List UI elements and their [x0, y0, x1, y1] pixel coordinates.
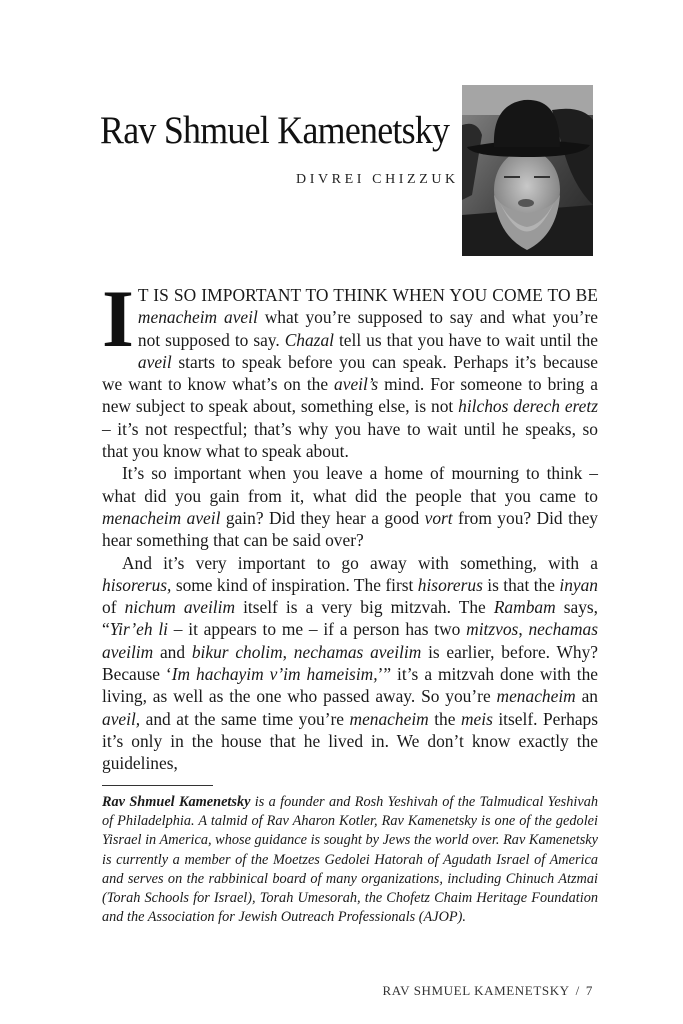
text-run: It’s so important when you leave a home of mourning to think – what did you gain from it, what did the people that you came to: [102, 463, 598, 506]
article-body: [102, 273, 599, 775]
article-title: Rav Shmuel Kamenetsky: [100, 109, 450, 152]
running-title: RAV SHMUEL KAMENETSKY: [382, 983, 570, 998]
text-run: and at the same time you’re: [140, 708, 350, 729]
hebrew-term: nechamas aveilim: [102, 619, 598, 662]
text-run: – it appears to me – if a person has two: [168, 619, 467, 640]
paragraph-3: [102, 552, 598, 775]
text-run: some kind of inspiration. The first: [171, 574, 418, 595]
text-run: starts to speak before you can speak. Perhaps it’s because we want to know what’s on the: [102, 351, 598, 395]
text-run: says, “: [102, 597, 598, 640]
opening-caps: T IS SO IMPORTANT TO THINK WHEN YOU COME TO BE: [137, 285, 598, 305]
text-run: itself. Perhaps it’s only in the house that he lived in. We don’t know exactly the guidelines,: [102, 708, 598, 774]
text-run: – it’s not respectful; that’s why you have to wait until he speaks, so that you know what to speak about.: [102, 418, 598, 462]
text-run: of: [102, 597, 125, 618]
footer-separator: /: [575, 983, 580, 998]
author-photo: [462, 85, 593, 256]
hebrew-term: bikur cholim: [191, 641, 283, 662]
footnote-text: is a founder and Rosh Yeshivah of the Talmudical Yeshivah of Philadelphia. A talmid of Rav Aharon Kotler, Rav Kamenetsky is one of the gedolei Yisrael in America, whose guidance is sought by Jews the world over. Rav Kamenetsky is currently a member of the Moetzes Gedolei Hatorah of Agudath Israel of America and serves on the rabbinical board of many organizations, including Chinuch Atzmai (Torah Schools for Israel), Torah Umesorah, the Chofetz Chaim Heritage Foundation and the Association for Jewish Outreach Professionals (AJOP).: [102, 794, 598, 926]
hebrew-term: Chazal: [284, 329, 334, 350]
text-run: an: [575, 686, 598, 707]
hebrew-term: aveil,: [102, 708, 141, 729]
paragraph-1: [102, 273, 599, 462]
hebrew-term: Im hachayim v’im hameisim,: [171, 664, 378, 685]
text-run: gain? Did they hear a good: [220, 507, 425, 528]
hebrew-term: aveil’s: [334, 374, 379, 395]
text-run: ,: [518, 619, 529, 640]
paragraph-2: [102, 462, 598, 551]
hebrew-term: meis: [460, 708, 493, 729]
text-run: ,: [282, 641, 294, 662]
drop-cap: I: [102, 273, 134, 364]
footnote-author-name: Rav Shmuel Kamenetsky: [102, 794, 251, 810]
text-run: is that the: [482, 574, 560, 595]
running-footer: [383, 983, 593, 999]
hebrew-term: aveil: [137, 351, 172, 372]
text-run: ’” it’s a mitzvah done with the living, as well as the one who passed away. So you’re: [102, 664, 598, 707]
text-run: tell us that you have to wait until the: [333, 329, 598, 350]
hebrew-term: Yir’eh li: [109, 619, 168, 640]
author-footnote: [102, 793, 598, 927]
text-run: what you’re supposed to say and what you’re not supposed to say.: [137, 307, 599, 350]
hebrew-term: menacheim: [349, 708, 429, 729]
page-number: 7: [585, 983, 593, 998]
text-run: mind. For someone to bring a new subject to speak about, something else, is not: [102, 374, 598, 417]
text-run: itself is a very big mitzvah. The: [235, 597, 494, 618]
text-run: and: [153, 641, 192, 662]
hebrew-term: mitzvos: [466, 619, 519, 640]
hebrew-term: hisorerus: [417, 574, 483, 595]
hebrew-term: nichum aveilim: [124, 597, 236, 618]
hebrew-term: menacheim aveil: [102, 507, 221, 528]
hebrew-term: hilchos derech eretz: [458, 396, 598, 417]
hebrew-term: menacheim aveil: [137, 307, 258, 328]
hebrew-term: vort: [424, 507, 453, 528]
hebrew-term: nechamas aveilim: [293, 641, 422, 662]
hebrew-term: Rambam: [493, 597, 556, 618]
portrait-image: [462, 85, 593, 256]
footnote-rule: [102, 785, 213, 786]
hebrew-term: inyan: [559, 574, 598, 595]
hebrew-term: menacheim: [496, 686, 576, 707]
hebrew-term: hisorerus,: [102, 574, 172, 595]
text-run: And it’s very important to go away with something, with a: [122, 552, 598, 573]
text-run: is earlier, before. Why? Because ‘: [102, 641, 598, 685]
article-subtitle: DIVREI CHIZZUK: [296, 172, 459, 187]
text-run: from you? Did they hear something that can be said over?: [102, 507, 599, 551]
text-run: the: [428, 708, 461, 729]
